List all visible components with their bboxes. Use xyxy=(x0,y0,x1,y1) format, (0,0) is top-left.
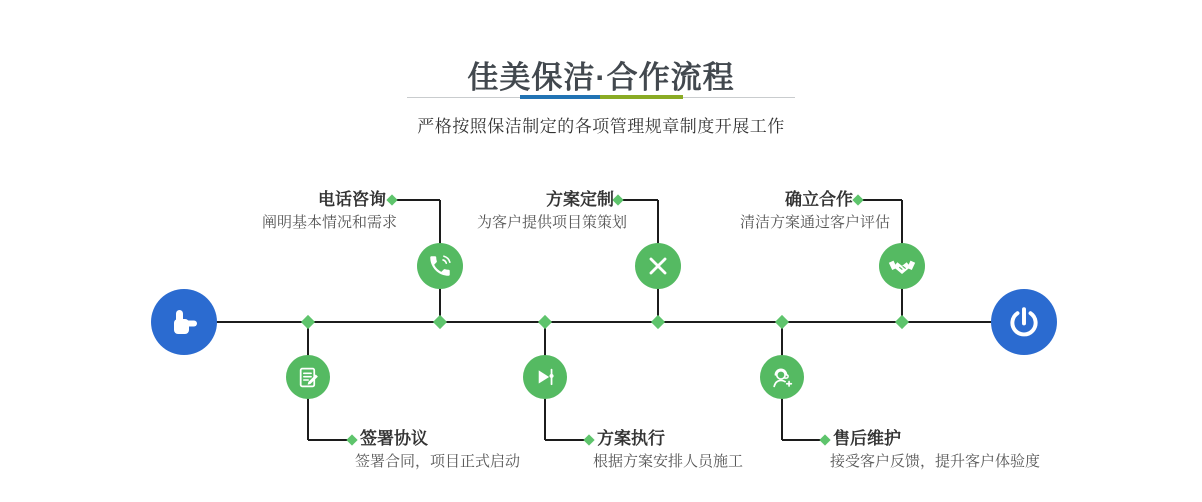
connector-label-top-3 xyxy=(858,199,902,201)
page-subtitle: 严格按照保洁制定的各项管理规章制度开展工作 xyxy=(417,117,785,136)
play-execute-icon xyxy=(533,365,558,390)
node-diamond xyxy=(775,315,789,329)
step-desc-plan-custom: 为客户提供项目策策划 xyxy=(476,214,627,231)
step-node-phone-consult xyxy=(417,243,463,289)
label-diamond xyxy=(819,434,830,445)
label-diamond xyxy=(346,434,357,445)
node-diamond xyxy=(301,315,315,329)
step-node-plan-custom xyxy=(635,243,681,289)
step-node-establish-coop xyxy=(879,243,925,289)
phone-icon xyxy=(427,253,453,279)
end-node xyxy=(991,289,1057,355)
hand-pointing-icon xyxy=(166,304,202,340)
page-title: 佳美保洁·合作流程 xyxy=(467,60,735,95)
label-diamond xyxy=(612,194,623,205)
document-sign-icon xyxy=(296,365,321,390)
step-title-sign-agreement: 签署协议 xyxy=(360,429,428,448)
label-diamond xyxy=(852,194,863,205)
node-diamond xyxy=(538,315,552,329)
node-diamond xyxy=(895,315,909,329)
power-icon xyxy=(1007,305,1041,339)
label-diamond xyxy=(386,194,397,205)
step-title-establish-coop: 确立合作 xyxy=(785,190,853,209)
main-timeline xyxy=(216,321,992,323)
start-node xyxy=(151,289,217,355)
step-desc-establish-coop: 清洁方案通过客户评估 xyxy=(739,214,890,231)
step-desc-plan-execute: 根据方案安排人员施工 xyxy=(593,453,744,470)
connector-label-top-2 xyxy=(618,199,658,201)
title-divider-green-segment xyxy=(600,95,683,99)
step-node-sign-agreement xyxy=(286,355,330,399)
step-title-plan-custom: 方案定制 xyxy=(546,190,614,209)
node-diamond xyxy=(651,315,665,329)
step-desc-phone-consult: 阐明基本情况和需求 xyxy=(261,214,397,231)
step-node-aftersales xyxy=(760,355,804,399)
handshake-icon xyxy=(887,254,917,278)
headset-plus-icon xyxy=(770,365,795,390)
step-desc-aftersales: 接受客户反馈，提升客户体验度 xyxy=(830,453,1041,470)
step-desc-sign-agreement: 签署合同，项目正式启动 xyxy=(355,453,521,470)
node-diamond xyxy=(433,315,447,329)
title-divider-blue-segment xyxy=(520,95,600,99)
connector-label-top-1 xyxy=(392,199,440,201)
step-title-plan-execute: 方案执行 xyxy=(597,429,665,448)
step-title-aftersales: 售后维护 xyxy=(833,429,901,448)
step-title-phone-consult: 电话咨询 xyxy=(318,190,386,209)
step-node-plan-execute xyxy=(523,355,567,399)
label-diamond xyxy=(583,434,594,445)
pen-pencil-icon xyxy=(645,253,671,279)
